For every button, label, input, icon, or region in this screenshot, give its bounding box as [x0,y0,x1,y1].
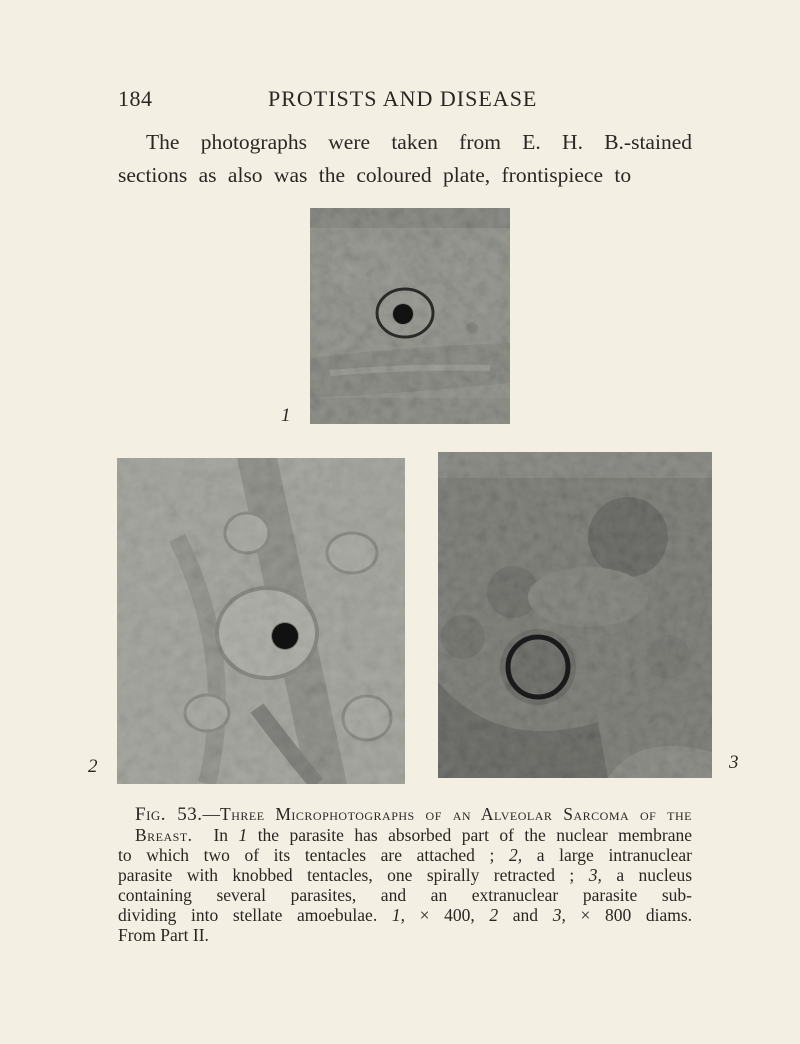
caption-plate-ref: 3, [588,865,602,885]
body-line: sections as also was the coloured plate, frontispiece to [118,163,632,187]
page-header [118,86,686,116]
caption-magnification: × 800 diams. [580,905,693,925]
caption-text: a nucleus [616,865,693,885]
plate-label-1: 1 [281,405,291,426]
caption-plate-ref: 3, [552,905,566,925]
page-number: 184 [118,86,153,111]
running-title: PROTISTS AND DISEASE [268,86,538,111]
caption-plate-ref: 1, [391,905,405,925]
caption-magnification: × 400, [419,905,475,925]
microphotograph-1 [310,208,510,424]
caption-text: containing several parasites, and an extranuclear parasite sub- [118,885,692,905]
caption-plate-ref: 2, [509,845,523,865]
caption-text: dividing into stellate amoebulae. [118,905,378,925]
microphotograph-3 [438,452,712,778]
caption-text: From Part II. [118,925,209,945]
caption-text: and [512,905,539,925]
caption-title: Three Microphotographs of an Alveolar Sarcoma of the [220,804,692,824]
body-line: The photographs were taken from E. H. B.-stained [146,130,692,154]
caption-dash: — [202,804,220,824]
plate-label-3: 3 [729,752,739,773]
figure-caption [118,804,692,945]
caption-text: In [213,825,229,845]
caption-text: the parasite has absorbed part of the nuclear membrane [257,825,693,845]
caption-title-cont: Breast. [135,825,193,845]
caption-text: parasite with knobbed tentacles, one spirally retracted ; [118,865,575,885]
body-paragraph [118,126,692,192]
plate-label-2: 2 [88,756,98,777]
caption-text: to which two of its tentacles are attached ; [118,845,495,865]
microphotograph-2 [117,458,405,784]
caption-text: a large intranuclear [536,845,692,865]
caption-plate-ref: 1 [238,825,248,845]
figure-label: Fig. 53. [135,804,203,825]
caption-plate-ref: 2 [489,905,499,925]
